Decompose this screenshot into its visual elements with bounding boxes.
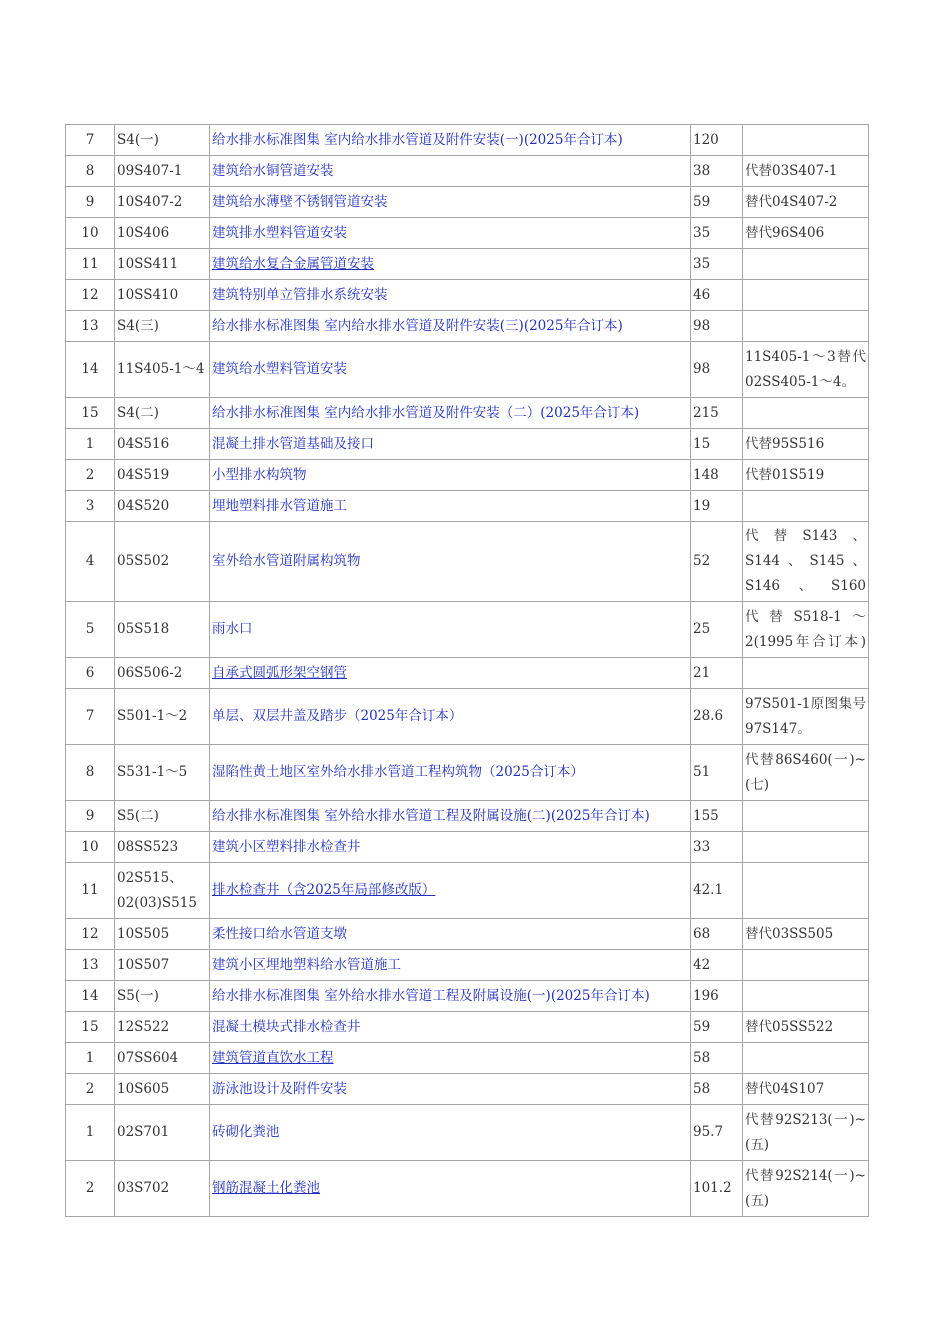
atlas-code: 10S406	[115, 218, 210, 249]
atlas-code: S4(二)	[115, 398, 210, 429]
row-number: 8	[66, 156, 115, 187]
table-row	[66, 745, 869, 801]
page-count: 33	[691, 832, 743, 863]
table-row	[66, 280, 869, 311]
atlas-title-cell	[210, 1043, 691, 1074]
atlas-title: 给水排水标准图集 室内给水排水管道及附件安装(一)(2025年合订本)	[210, 125, 691, 156]
atlas-code: S4(三)	[115, 311, 210, 342]
atlas-code: 04S519	[115, 460, 210, 491]
atlas-title: 给水排水标准图集 室内给水排水管道及附件安装（二）(2025年合订本)	[210, 398, 691, 429]
remark: 代替S518-1～2(1995年合订本)	[743, 602, 869, 658]
atlas-title: 给水排水标准图集 室外给水排水管道工程及附属设施(一)(2025年合订本)	[210, 981, 691, 1012]
row-number: 9	[66, 187, 115, 218]
atlas-title: 建筑排水塑料管道安装	[210, 218, 691, 249]
atlas-title-link[interactable]: 建筑给水复合金属管道安装	[212, 255, 374, 272]
page-count: 95.7	[691, 1105, 743, 1161]
page-count: 15	[691, 429, 743, 460]
atlas-title-link[interactable]: 自承式圆弧形架空钢管	[212, 664, 347, 681]
row-number: 14	[66, 342, 115, 398]
atlas-title: 建筑给水塑料管道安装	[210, 342, 691, 398]
page-count: 101.2	[691, 1161, 743, 1217]
table-row	[66, 602, 869, 658]
table-row	[66, 689, 869, 745]
remark	[743, 658, 869, 689]
page-count: 35	[691, 249, 743, 280]
atlas-title: 给水排水标准图集 室内给水排水管道及附件安装(三)(2025年合订本)	[210, 311, 691, 342]
row-number: 14	[66, 981, 115, 1012]
remark	[743, 280, 869, 311]
table-row	[66, 1074, 869, 1105]
row-number: 15	[66, 398, 115, 429]
row-number: 1	[66, 429, 115, 460]
atlas-code: 08SS523	[115, 832, 210, 863]
atlas-title: 雨水口	[210, 602, 691, 658]
standards-table	[65, 124, 869, 1217]
remark: 替代96S406	[743, 218, 869, 249]
remark	[743, 981, 869, 1012]
atlas-code: 10SS411	[115, 249, 210, 280]
row-number: 11	[66, 863, 115, 919]
remark: 代替92S214(一)~(五)	[743, 1161, 869, 1217]
row-number: 15	[66, 1012, 115, 1043]
table-row	[66, 801, 869, 832]
atlas-title: 混凝土排水管道基础及接口	[210, 429, 691, 460]
page-count: 98	[691, 311, 743, 342]
remark	[743, 950, 869, 981]
table-row	[66, 863, 869, 919]
page-count: 21	[691, 658, 743, 689]
atlas-title: 游泳池设计及附件安装	[210, 1074, 691, 1105]
atlas-title: 建筑小区塑料排水检查井	[210, 832, 691, 863]
row-number: 13	[66, 311, 115, 342]
atlas-code: S4(一)	[115, 125, 210, 156]
remark: 代替86S460(一)~(七)	[743, 745, 869, 801]
atlas-title-link[interactable]: 排水检查井（含2025年局部修改版）	[212, 882, 436, 898]
table-row	[66, 460, 869, 491]
remark	[743, 832, 869, 863]
table-row	[66, 1161, 869, 1217]
atlas-code: S5(二)	[115, 801, 210, 832]
page-count: 35	[691, 218, 743, 249]
atlas-code: S501-1～2	[115, 689, 210, 745]
atlas-code: S531-1～5	[115, 745, 210, 801]
atlas-title: 建筑特别单立管排水系统安装	[210, 280, 691, 311]
atlas-code: 04S520	[115, 491, 210, 522]
table-row	[66, 125, 869, 156]
remark	[743, 125, 869, 156]
page-count: 58	[691, 1074, 743, 1105]
row-number: 4	[66, 522, 115, 602]
atlas-code: 10S605	[115, 1074, 210, 1105]
atlas-code: 10S407-2	[115, 187, 210, 218]
remark: 代替S143、S144、S145、S146、S160	[743, 522, 869, 602]
row-number: 2	[66, 1074, 115, 1105]
table-body	[66, 125, 869, 1217]
atlas-code: 06S506-2	[115, 658, 210, 689]
remark	[743, 249, 869, 280]
row-number: 12	[66, 280, 115, 311]
atlas-title-cell	[210, 249, 691, 280]
atlas-code: 05S518	[115, 602, 210, 658]
atlas-title: 建筑给水铜管道安装	[210, 156, 691, 187]
remark	[743, 801, 869, 832]
page-count: 38	[691, 156, 743, 187]
atlas-title: 砖砌化粪池	[210, 1105, 691, 1161]
atlas-title: 埋地塑料排水管道施工	[210, 491, 691, 522]
atlas-title: 建筑小区埋地塑料给水管道施工	[210, 950, 691, 981]
page-count: 59	[691, 1012, 743, 1043]
atlas-code: 02S515、02(03)S515	[115, 863, 210, 919]
atlas-title-cell	[210, 1161, 691, 1217]
atlas-code: 11S405-1～4	[115, 342, 210, 398]
remark	[743, 863, 869, 919]
table-row	[66, 429, 869, 460]
row-number: 6	[66, 658, 115, 689]
row-number: 11	[66, 249, 115, 280]
page-count: 25	[691, 602, 743, 658]
table-row	[66, 1012, 869, 1043]
row-number: 5	[66, 602, 115, 658]
row-number: 1	[66, 1043, 115, 1074]
atlas-title: 室外给水管道附属构筑物	[210, 522, 691, 602]
row-number: 10	[66, 832, 115, 863]
table-row	[66, 218, 869, 249]
atlas-title: 建筑给水薄壁不锈钢管道安装	[210, 187, 691, 218]
remark	[743, 491, 869, 522]
remark: 替代04S407-2	[743, 187, 869, 218]
page-count: 42	[691, 950, 743, 981]
atlas-code: 05S502	[115, 522, 210, 602]
remark: 代替95S516	[743, 429, 869, 460]
table-row	[66, 342, 869, 398]
row-number: 8	[66, 745, 115, 801]
row-number: 9	[66, 801, 115, 832]
table-row	[66, 187, 869, 218]
remark: 替代04S107	[743, 1074, 869, 1105]
atlas-code: 07SS604	[115, 1043, 210, 1074]
table-row	[66, 981, 869, 1012]
atlas-code: 09S407-1	[115, 156, 210, 187]
atlas-code: 10SS410	[115, 280, 210, 311]
table-row	[66, 491, 869, 522]
atlas-title: 单层、双层井盖及踏步（2025年合订本）	[210, 689, 691, 745]
row-number: 7	[66, 689, 115, 745]
page-count: 19	[691, 491, 743, 522]
atlas-code: 10S507	[115, 950, 210, 981]
page-count: 215	[691, 398, 743, 429]
remark: 代替03S407-1	[743, 156, 869, 187]
page-count: 68	[691, 919, 743, 950]
table-row	[66, 522, 869, 602]
row-number: 13	[66, 950, 115, 981]
row-number: 7	[66, 125, 115, 156]
remark: 替代03SS505	[743, 919, 869, 950]
atlas-title-cell	[210, 863, 691, 919]
atlas-title-cell	[210, 658, 691, 689]
atlas-title: 给水排水标准图集 室外给水排水管道工程及附属设施(二)(2025年合订本)	[210, 801, 691, 832]
row-number: 10	[66, 218, 115, 249]
row-number: 2	[66, 1161, 115, 1217]
row-number: 12	[66, 919, 115, 950]
page-count: 59	[691, 187, 743, 218]
remark: 代替92S213(一)~(五)	[743, 1105, 869, 1161]
atlas-title: 小型排水构筑物	[210, 460, 691, 491]
table-row	[66, 919, 869, 950]
atlas-title: 混凝土模块式排水检查井	[210, 1012, 691, 1043]
page-count: 58	[691, 1043, 743, 1074]
atlas-code: 02S701	[115, 1105, 210, 1161]
atlas-title-link[interactable]: 钢筋混凝土化粪池	[212, 1180, 320, 1196]
table-row	[66, 311, 869, 342]
table-row	[66, 658, 869, 689]
remark	[743, 398, 869, 429]
table-row	[66, 249, 869, 280]
page-count: 42.1	[691, 863, 743, 919]
atlas-code: 03S702	[115, 1161, 210, 1217]
page-count: 46	[691, 280, 743, 311]
atlas-title: 柔性接口给水管道支墩	[210, 919, 691, 950]
page-count: 196	[691, 981, 743, 1012]
page-count: 98	[691, 342, 743, 398]
row-number: 1	[66, 1105, 115, 1161]
remark: 替代05SS522	[743, 1012, 869, 1043]
page-count: 28.6	[691, 689, 743, 745]
table-row	[66, 1043, 869, 1074]
remark: 11S405-1～3替代02SS405-1～4。	[743, 342, 869, 398]
page-count: 52	[691, 522, 743, 602]
table-row	[66, 832, 869, 863]
atlas-code: S5(一)	[115, 981, 210, 1012]
remark	[743, 311, 869, 342]
atlas-title: 湿陷性黄土地区室外给水排水管道工程构筑物（2025合订本）	[210, 745, 691, 801]
remark	[743, 1043, 869, 1074]
atlas-code: 12S522	[115, 1012, 210, 1043]
atlas-title-link[interactable]: 建筑管道直饮水工程	[212, 1049, 334, 1066]
table-row	[66, 156, 869, 187]
page-count: 155	[691, 801, 743, 832]
atlas-code: 04S516	[115, 429, 210, 460]
table-row	[66, 1105, 869, 1161]
remark: 97S501-1原图集号97S147。	[743, 689, 869, 745]
atlas-code: 10S505	[115, 919, 210, 950]
page-count: 148	[691, 460, 743, 491]
table-row	[66, 398, 869, 429]
page-count: 51	[691, 745, 743, 801]
remark: 代替01S519	[743, 460, 869, 491]
row-number: 2	[66, 460, 115, 491]
table-row	[66, 950, 869, 981]
page-count: 120	[691, 125, 743, 156]
row-number: 3	[66, 491, 115, 522]
